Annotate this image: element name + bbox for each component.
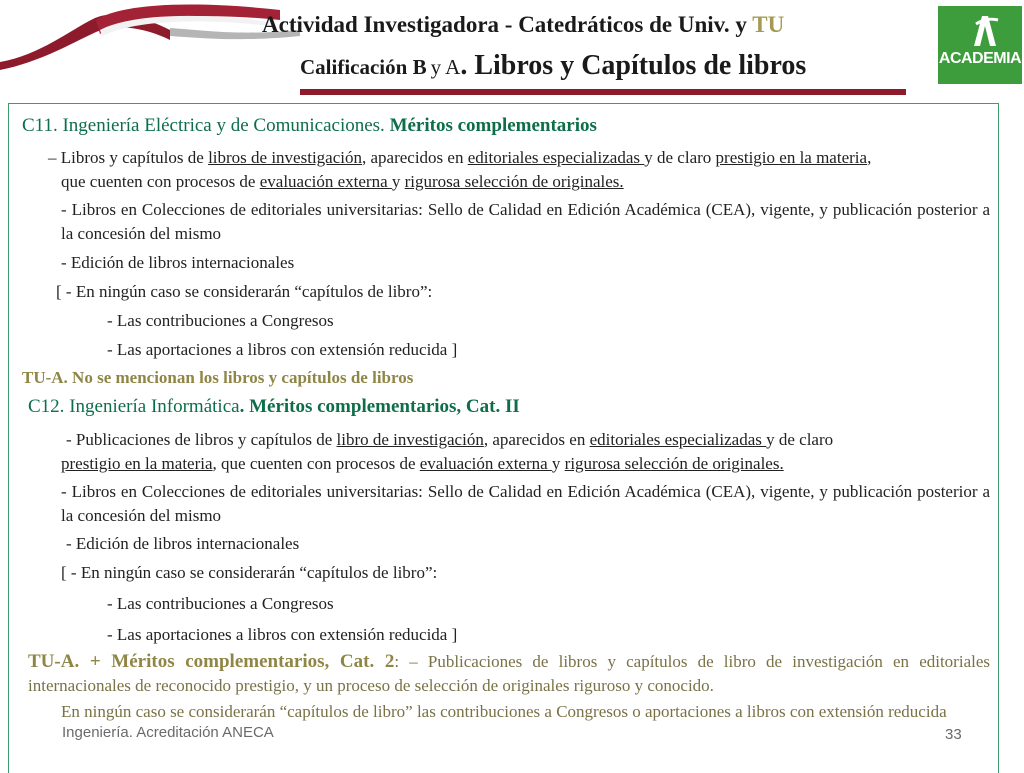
c11-paragraph-1-cont	[61, 170, 991, 194]
c12-area: Ingeniería Informática	[69, 396, 240, 417]
c11-p1-underline-1: libros de investigación	[208, 148, 362, 167]
c12-p1-underline-1: libro de investigación	[336, 430, 484, 449]
c12-paragraph-4: [ - En ningún caso se considerarán “capítulos de libro”:	[61, 563, 438, 582]
c12-p1-underline-4: evaluación externa	[419, 454, 552, 473]
c11-area: Ingeniería Eléctrica y de Comunicaciones.	[62, 115, 385, 136]
page-number: 33	[945, 726, 962, 743]
c12-paragraph-1-cont	[61, 452, 991, 476]
c12-p1-text-c: y de claro	[766, 430, 834, 449]
c12-paragraph-2: - Libros en Colecciones de editoriales universitarias: Sello de Calidad en Edición Académica (CEA), vigente, y publicación posterior a la concesión del mismo	[61, 482, 990, 525]
academia-logo	[938, 6, 1022, 84]
title-libros: . Libros y Capítulos de libros	[460, 50, 807, 81]
c12-paragraph-5: - Las contribuciones a Congresos	[107, 594, 334, 613]
title-line-1	[262, 12, 784, 38]
c12-paragraph-1	[66, 428, 990, 452]
c11-p1-text-e: que cuenten con procesos de	[61, 172, 260, 191]
c12-p1-underline-5: rigurosa selección de originales.	[564, 454, 784, 473]
c12-p1-underline-3: prestigio en la materia	[61, 454, 213, 473]
c12-code: C12.	[28, 396, 65, 417]
book-graphic	[0, 0, 300, 70]
c11-meritos: Méritos complementarios	[389, 115, 597, 136]
c11-paragraph-5: - Las contribuciones a Congresos	[107, 311, 334, 330]
c11-paragraph-2: - Libros en Colecciones de editoriales universitarias: Sello de Calidad en Edición Académica (CEA), vigente, y publicación posterior a la concesión del mismo	[61, 200, 990, 243]
c11-tua-note: TU-A. No se mencionan los libros y capítulos de libros	[22, 368, 414, 387]
c12-p1-text-d: , que cuenten con procesos de	[212, 454, 420, 473]
c12-paragraph-3: - Edición de libros internacionales	[66, 534, 300, 553]
c11-p1-underline-5: rigurosa selección de originales.	[404, 172, 624, 191]
c11-paragraph-1	[48, 146, 990, 170]
c12-meritos: . Méritos complementarios, Cat. II	[239, 396, 520, 417]
c12-tua-body-1: : – Publicaciones de libros y capítulos de libro de investigación en editoriales internacionales de reconocido prestigio, y un proceso de selección de originales riguroso y conocido.	[28, 652, 990, 695]
c12-p1-text-b: , aparecidos en	[483, 430, 590, 449]
title-underline	[300, 89, 906, 95]
c11-p1-underline-3: prestigio en la materia	[715, 148, 868, 167]
academia-logo-icon	[938, 6, 1022, 52]
c12-p1-text-a: - Publicaciones de libros y capítulos de	[66, 430, 337, 449]
c11-p1-underline-4: evaluación externa	[259, 172, 392, 191]
title-tu: TU	[752, 12, 785, 37]
c12-p1-text-e: y	[551, 454, 565, 473]
c11-p1-text-a: – Libros y capítulos de	[48, 148, 209, 167]
title-line-2	[300, 50, 806, 82]
title-y-a: y A	[430, 55, 461, 79]
c12-p1-underline-2: editoriales especializadas	[589, 430, 767, 449]
footer-source: Ingeniería. Acreditación ANECA	[62, 724, 274, 741]
c12-paragraph-6: - Las aportaciones a libros con extensión reducida ]	[107, 625, 458, 644]
c11-code: C11.	[22, 115, 58, 136]
c12-tua-paragraph	[28, 650, 990, 698]
c11-heading	[22, 114, 982, 138]
title-line-1-text: Actividad Investigadora - Catedráticos de Univ. y	[262, 12, 747, 37]
c11-p1-text-f: y	[391, 172, 405, 191]
c11-paragraph-6: - Las aportaciones a libros con extensión reducida ]	[107, 340, 458, 359]
c11-paragraph-3: - Edición de libros internacionales	[61, 253, 295, 272]
c11-p1-underline-2: editoriales especializadas	[467, 148, 645, 167]
c12-tua-paragraph-2: En ningún caso se considerarán “capítulos de libro” las contribuciones a Congresos o aportaciones a libros con extensión reducida	[61, 702, 947, 721]
c12-tua-label: TU-A. + Méritos complementarios, Cat. 2	[28, 651, 395, 672]
c11-p1-text-d: ,	[867, 148, 872, 167]
academia-logo-text: ACADEMIA	[938, 50, 1022, 67]
title-calificacion: Calificación B	[300, 55, 427, 79]
c11-p1-text-b: , aparecidos en	[361, 148, 468, 167]
c12-heading	[28, 395, 978, 419]
c11-paragraph-4: [ - En ningún caso se considerarán “capítulos de libro”:	[56, 282, 433, 301]
c11-p1-text-c: y de claro	[644, 148, 716, 167]
